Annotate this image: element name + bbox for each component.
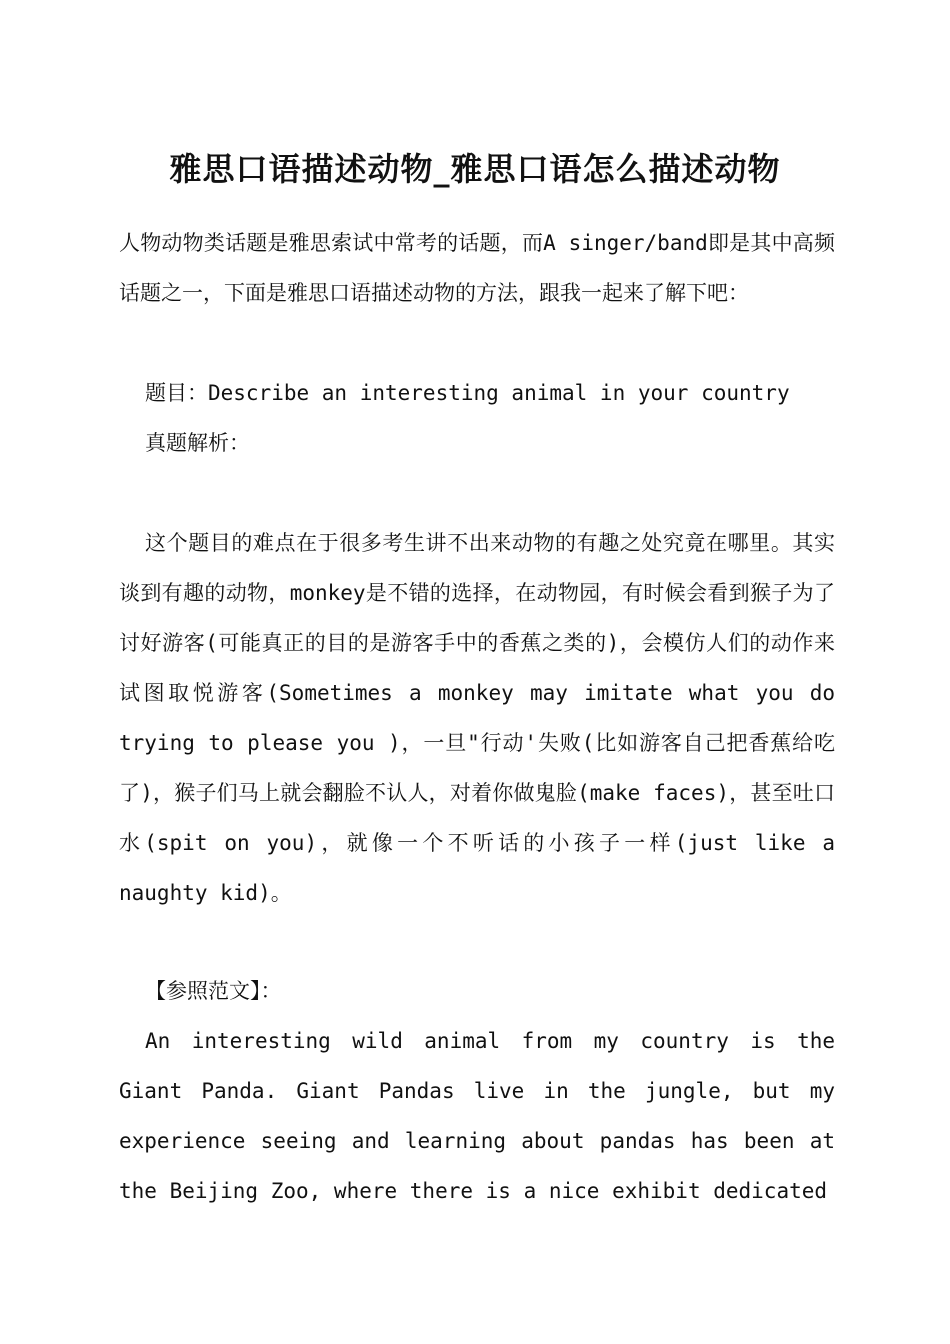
analysis-paragraph: 这个题目的难点在于很多考生讲不出来动物的有趣之处究竟在哪里。其实谈到有趣的动物，monkey是不错的选择，在动物园，有时候会看到猴子为了讨好游客(可能真正的目的是游客手中的香蕉之类的)，会模仿人们的动作来试图取悦游客(Sometimes a monkey may imitate what you do trying to please you )，一旦"行动'失败(比如游客自己把香蕉给吃了)，猴子们马上就会翻脸不认人，对着你做鬼脸(make faces)，甚至吐口水(spit on you)，就像一个不听话的小孩子一样(just like a naughty kid)。 — [119, 531, 835, 905]
topic-line: 题目：Describe an interesting animal in your country — [145, 381, 790, 405]
analysis-heading: 真题解析： — [145, 431, 250, 455]
sample-paragraph: An interesting wild animal from my country is the Giant Panda. Giant Pandas live in the jungle, but my experience seeing and learning about pandas has been at the Beijing Zoo, where there is a nice exhibit dedicated — [119, 1029, 835, 1203]
document-title: 雅思口语描述动物_雅思口语怎么描述动物 — [169, 150, 781, 188]
sample-heading: 【参照范文】： — [145, 979, 282, 1003]
intro-paragraph: 人物动物类话题是雅思索试中常考的话题，而A singer/band即是其中高频话题之一，下面是雅思口语描述动物的方法，跟我一起来了解下吧： — [119, 231, 835, 305]
